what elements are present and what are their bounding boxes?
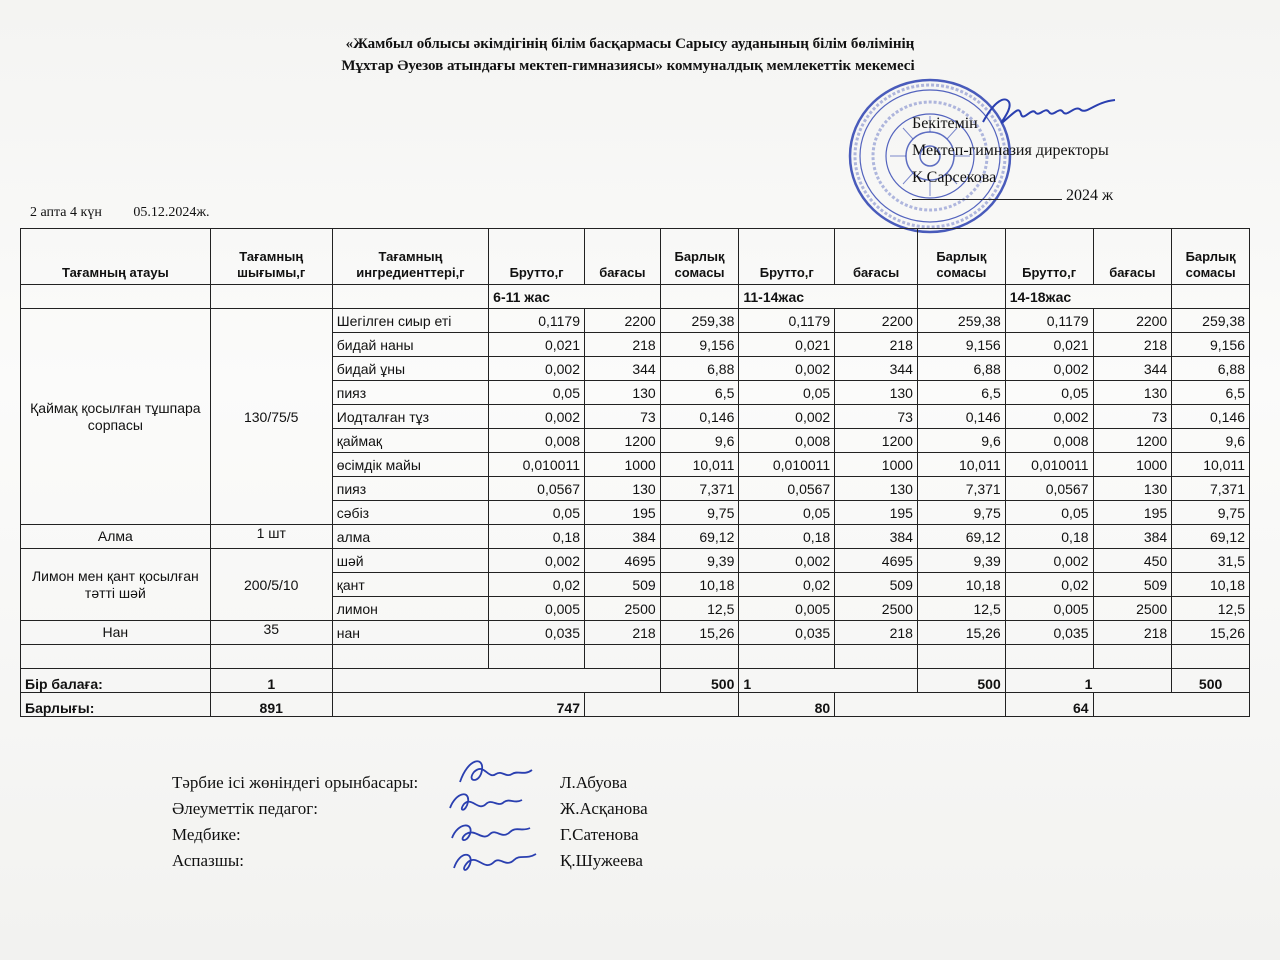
ingredient-name: алма	[332, 525, 488, 549]
cell-value: 9,6	[917, 429, 1005, 453]
cell-value: 130	[835, 381, 918, 405]
cell-value: 0,010011	[739, 453, 835, 477]
cell-value: 12,5	[1172, 597, 1250, 621]
cell-value: 2500	[585, 597, 661, 621]
cell-value: 0,002	[739, 405, 835, 429]
cell-value: 15,26	[1172, 621, 1250, 645]
signatory-row	[172, 822, 772, 848]
cell-value: 15,26	[917, 621, 1005, 645]
empty-row	[21, 645, 1250, 669]
day-line	[30, 205, 238, 221]
signatory-row	[172, 770, 772, 796]
cell-value: 1200	[1093, 429, 1172, 453]
cell-value: 69,12	[1172, 525, 1250, 549]
cell-value: 218	[835, 621, 918, 645]
per-child-sum: 500	[1172, 669, 1250, 693]
cell-value: 344	[835, 357, 918, 381]
approval-title: Бекітемін	[912, 115, 978, 132]
header-line-2: Мұхтар Әуезов атындағы мектеп-гимназиясы» коммуналдық мемлекеттік мекемесі	[341, 58, 915, 74]
cell-value: 259,38	[660, 309, 739, 333]
empty-cell	[585, 645, 661, 669]
col-header: Тағамның атауы	[21, 229, 211, 285]
signatory-name: Қ.Шужеева	[560, 851, 643, 870]
cell-value: 0,002	[1005, 405, 1093, 429]
week-day: 2 апта 4 күн	[30, 205, 102, 220]
cell-value: 73	[835, 405, 918, 429]
cell-value: 2200	[585, 309, 661, 333]
cell-value: 0,1179	[489, 309, 585, 333]
cell-value: 15,26	[660, 621, 739, 645]
cell-value: 7,371	[917, 477, 1005, 501]
cell-value: 9,6	[660, 429, 739, 453]
signatories-block	[172, 770, 772, 874]
cell-value: 218	[585, 333, 661, 357]
cell-value: 73	[585, 405, 661, 429]
age-group-label: 11-14жас	[739, 285, 918, 309]
cell-value: 0,002	[1005, 549, 1093, 573]
cell-value: 0,05	[1005, 501, 1093, 525]
cell-value: 0,035	[489, 621, 585, 645]
cell-value: 0,021	[489, 333, 585, 357]
cell-value: 130	[1093, 381, 1172, 405]
header-line-1: «Жамбыл облысы әкімдігінің білім басқармасы Сарысу ауданының білім бөлімінің	[345, 36, 915, 52]
cell-value: 7,371	[1172, 477, 1250, 501]
cell-value: 1200	[585, 429, 661, 453]
cell-value: 9,75	[917, 501, 1005, 525]
empty-cell	[1172, 645, 1250, 669]
empty-cell	[1093, 693, 1249, 717]
col-header: Брутто,г	[489, 229, 585, 285]
cell-value: 0,05	[739, 501, 835, 525]
cell-value: 12,5	[660, 597, 739, 621]
cell-value: 6,5	[1172, 381, 1250, 405]
cell-value: 509	[1093, 573, 1172, 597]
cell-value: 4695	[835, 549, 918, 573]
signatory-role: Әлеуметтік педагог:	[172, 799, 318, 818]
dish-yield: 130/75/5	[210, 309, 332, 525]
signatory-role: Тәрбие ісі жөніндегі орынбасары:	[172, 773, 419, 792]
empty-cell	[332, 669, 660, 693]
cell-value: 2500	[835, 597, 918, 621]
table-row	[21, 525, 1250, 549]
cell-value: 0,1179	[1005, 309, 1093, 333]
signatory-name: Г.Сатенова	[560, 825, 639, 844]
dish-yield: 1 шт	[210, 525, 332, 549]
cell-value: 509	[585, 573, 661, 597]
cell-value: 195	[1093, 501, 1172, 525]
col-header: Брутто,г	[1005, 229, 1093, 285]
cell-value: 0,146	[1172, 405, 1250, 429]
cell-value: 218	[1093, 333, 1172, 357]
dish-name: Қаймақ қосылған тұшпара сорпасы	[21, 309, 211, 525]
cell-value: 259,38	[1172, 309, 1250, 333]
col-header: Барлық сомасы	[917, 229, 1005, 285]
cell-value: 2200	[1093, 309, 1172, 333]
cell-value: 1000	[1093, 453, 1172, 477]
date-blank-line	[912, 183, 1062, 200]
cell-value: 6,88	[1172, 357, 1250, 381]
empty-cell	[739, 645, 835, 669]
cell-value: 0,002	[489, 405, 585, 429]
ingredient-name: пияз	[332, 477, 488, 501]
cell-value: 1200	[835, 429, 918, 453]
cell-value: 6,88	[917, 357, 1005, 381]
total-value: 747	[332, 693, 584, 717]
cell-value: 195	[835, 501, 918, 525]
cell-value: 0,035	[1005, 621, 1093, 645]
cell-value: 69,12	[917, 525, 1005, 549]
menu-table	[20, 228, 1250, 717]
ingredient-name: бидай наны	[332, 333, 488, 357]
dish-yield: 200/5/10	[210, 549, 332, 621]
signatory-role: Аспазшы:	[172, 851, 244, 870]
total-value: 891	[210, 693, 332, 717]
cell-value: 0,002	[1005, 357, 1093, 381]
ingredient-name: сәбіз	[332, 501, 488, 525]
empty-cell	[917, 645, 1005, 669]
cell-value: 130	[835, 477, 918, 501]
cell-value: 0,05	[489, 501, 585, 525]
cell-value: 6,5	[660, 381, 739, 405]
cell-value: 0,05	[489, 381, 585, 405]
cell-value: 384	[1093, 525, 1172, 549]
cell-value: 0,02	[739, 573, 835, 597]
ingredient-name: қант	[332, 573, 488, 597]
cell-value: 0,05	[1005, 381, 1093, 405]
cell-value: 509	[835, 573, 918, 597]
cell-value: 9,75	[1172, 501, 1250, 525]
cell-value: 4695	[585, 549, 661, 573]
cell-value: 384	[835, 525, 918, 549]
ingredient-name: бидай ұны	[332, 357, 488, 381]
cell-value: 0,021	[739, 333, 835, 357]
cell-value: 0,146	[917, 405, 1005, 429]
col-header: бағасы	[1093, 229, 1172, 285]
cell-value: 0,021	[1005, 333, 1093, 357]
total-label: Барлығы:	[21, 693, 211, 717]
col-header: бағасы	[835, 229, 918, 285]
empty-cell	[21, 645, 211, 669]
cell-value: 218	[585, 621, 661, 645]
dish-name: Алма	[21, 525, 211, 549]
cell-value: 10,18	[1172, 573, 1250, 597]
cell-value: 31,5	[1172, 549, 1250, 573]
approval-name: К.Сарсекова	[912, 169, 997, 186]
ingredient-name: Иодталған тұз	[332, 405, 488, 429]
cell-value: 0,002	[739, 549, 835, 573]
signatory-role: Медбике:	[172, 825, 241, 844]
cell-value: 9,156	[1172, 333, 1250, 357]
per-child-count: 1	[210, 669, 332, 693]
cell-value: 7,371	[660, 477, 739, 501]
empty-cell	[835, 693, 1006, 717]
cell-value: 450	[1093, 549, 1172, 573]
cell-value: 6,5	[917, 381, 1005, 405]
cell-value: 344	[585, 357, 661, 381]
ingredient-name: шәй	[332, 549, 488, 573]
cell-value: 9,39	[660, 549, 739, 573]
cell-value: 344	[1093, 357, 1172, 381]
cell-value: 0,18	[489, 525, 585, 549]
cell-value: 0,05	[739, 381, 835, 405]
approval-position: Мектеп-гимназия директоры	[912, 142, 1109, 159]
total-value: 80	[739, 693, 835, 717]
cell-value: 2200	[835, 309, 918, 333]
approval-date	[912, 182, 1113, 209]
dish-yield: 35	[210, 621, 332, 645]
table-header-row	[21, 229, 1250, 285]
cell-value: 218	[1093, 621, 1172, 645]
cell-value: 6,88	[660, 357, 739, 381]
cell-value: 9,75	[660, 501, 739, 525]
total-value: 64	[1005, 693, 1093, 717]
per-child-sum: 500	[917, 669, 1005, 693]
cell-value: 1000	[585, 453, 661, 477]
empty-cell	[585, 693, 739, 717]
total-row	[21, 693, 1250, 717]
cell-value: 0,02	[489, 573, 585, 597]
cell-value: 130	[585, 477, 661, 501]
age-group-row	[21, 285, 1250, 309]
cell-value: 218	[835, 333, 918, 357]
approval-block	[912, 110, 1114, 204]
signatory-row	[172, 796, 772, 822]
ingredient-name: нан	[332, 621, 488, 645]
per-child-sum: 500	[660, 669, 739, 693]
cell-value: 0,002	[489, 357, 585, 381]
cell-value: 0,02	[1005, 573, 1093, 597]
cell-value: 9,39	[917, 549, 1005, 573]
cell-value: 1000	[835, 453, 918, 477]
cell-value: 0,008	[1005, 429, 1093, 453]
table-row	[21, 621, 1250, 645]
col-header: Брутто,г	[739, 229, 835, 285]
table-row	[21, 549, 1250, 573]
age-group-label: 6-11 жас	[489, 285, 661, 309]
cell-value: 0,005	[739, 597, 835, 621]
empty-cell	[835, 645, 918, 669]
cell-value: 0,18	[1005, 525, 1093, 549]
cell-value: 10,011	[660, 453, 739, 477]
cell-value: 0,010011	[489, 453, 585, 477]
cell-value: 9,156	[660, 333, 739, 357]
cell-value: 9,156	[917, 333, 1005, 357]
cell-value: 12,5	[917, 597, 1005, 621]
empty-cell	[1093, 645, 1172, 669]
dish-name: Нан	[21, 621, 211, 645]
cell-value: 0,005	[1005, 597, 1093, 621]
cell-value: 69,12	[660, 525, 739, 549]
signatory-name: Ж.Асқанова	[560, 799, 648, 818]
cell-value: 0,035	[739, 621, 835, 645]
per-child-count: 1	[739, 669, 918, 693]
cell-value: 10,18	[917, 573, 1005, 597]
col-header: Барлық сомасы	[660, 229, 739, 285]
empty-cell	[489, 645, 585, 669]
cell-value: 0,146	[660, 405, 739, 429]
cell-value: 0,008	[489, 429, 585, 453]
signatory-row	[172, 848, 772, 874]
cell-value: 130	[585, 381, 661, 405]
menu-date: 05.12.2024ж.	[133, 205, 210, 220]
empty-cell	[660, 645, 739, 669]
per-child-row	[21, 669, 1250, 693]
cell-value: 0,0567	[489, 477, 585, 501]
cell-value: 2500	[1093, 597, 1172, 621]
col-header: Тағамның шығымы,г	[210, 229, 332, 285]
cell-value: 195	[585, 501, 661, 525]
ingredient-name: Шегілген сиыр еті	[332, 309, 488, 333]
cell-value: 0,18	[739, 525, 835, 549]
table-row	[21, 309, 1250, 333]
cell-value: 0,002	[739, 357, 835, 381]
cell-value: 0,010011	[1005, 453, 1093, 477]
ingredient-name: өсімдік майы	[332, 453, 488, 477]
cell-value: 0,002	[489, 549, 585, 573]
col-header: Тағамның ингредиенттері,г	[332, 229, 488, 285]
cell-value: 259,38	[917, 309, 1005, 333]
ingredient-name: қаймақ	[332, 429, 488, 453]
cell-value: 9,6	[1172, 429, 1250, 453]
cell-value: 10,011	[917, 453, 1005, 477]
cell-value: 0,0567	[739, 477, 835, 501]
ingredient-name: лимон	[332, 597, 488, 621]
cell-value: 0,008	[739, 429, 835, 453]
cell-value: 0,0567	[1005, 477, 1093, 501]
cell-value: 0,1179	[739, 309, 835, 333]
cell-value: 0,005	[489, 597, 585, 621]
approval-year: 2024 ж	[1066, 187, 1114, 204]
col-header: бағасы	[585, 229, 661, 285]
empty-cell	[210, 645, 332, 669]
cell-value: 10,011	[1172, 453, 1250, 477]
signatory-name: Л.Абуова	[560, 773, 628, 792]
cell-value: 73	[1093, 405, 1172, 429]
empty-cell	[1005, 645, 1093, 669]
ingredient-name: пияз	[332, 381, 488, 405]
age-group-label: 14-18жас	[1005, 285, 1171, 309]
per-child-label: Бір балаға:	[21, 669, 211, 693]
cell-value: 130	[1093, 477, 1172, 501]
cell-value: 384	[585, 525, 661, 549]
empty-cell	[332, 645, 488, 669]
dish-name: Лимон мен қант қосылған тәтті шәй	[21, 549, 211, 621]
cell-value: 10,18	[660, 573, 739, 597]
per-child-count: 1	[1005, 669, 1171, 693]
col-header: Барлық сомасы	[1172, 229, 1250, 285]
